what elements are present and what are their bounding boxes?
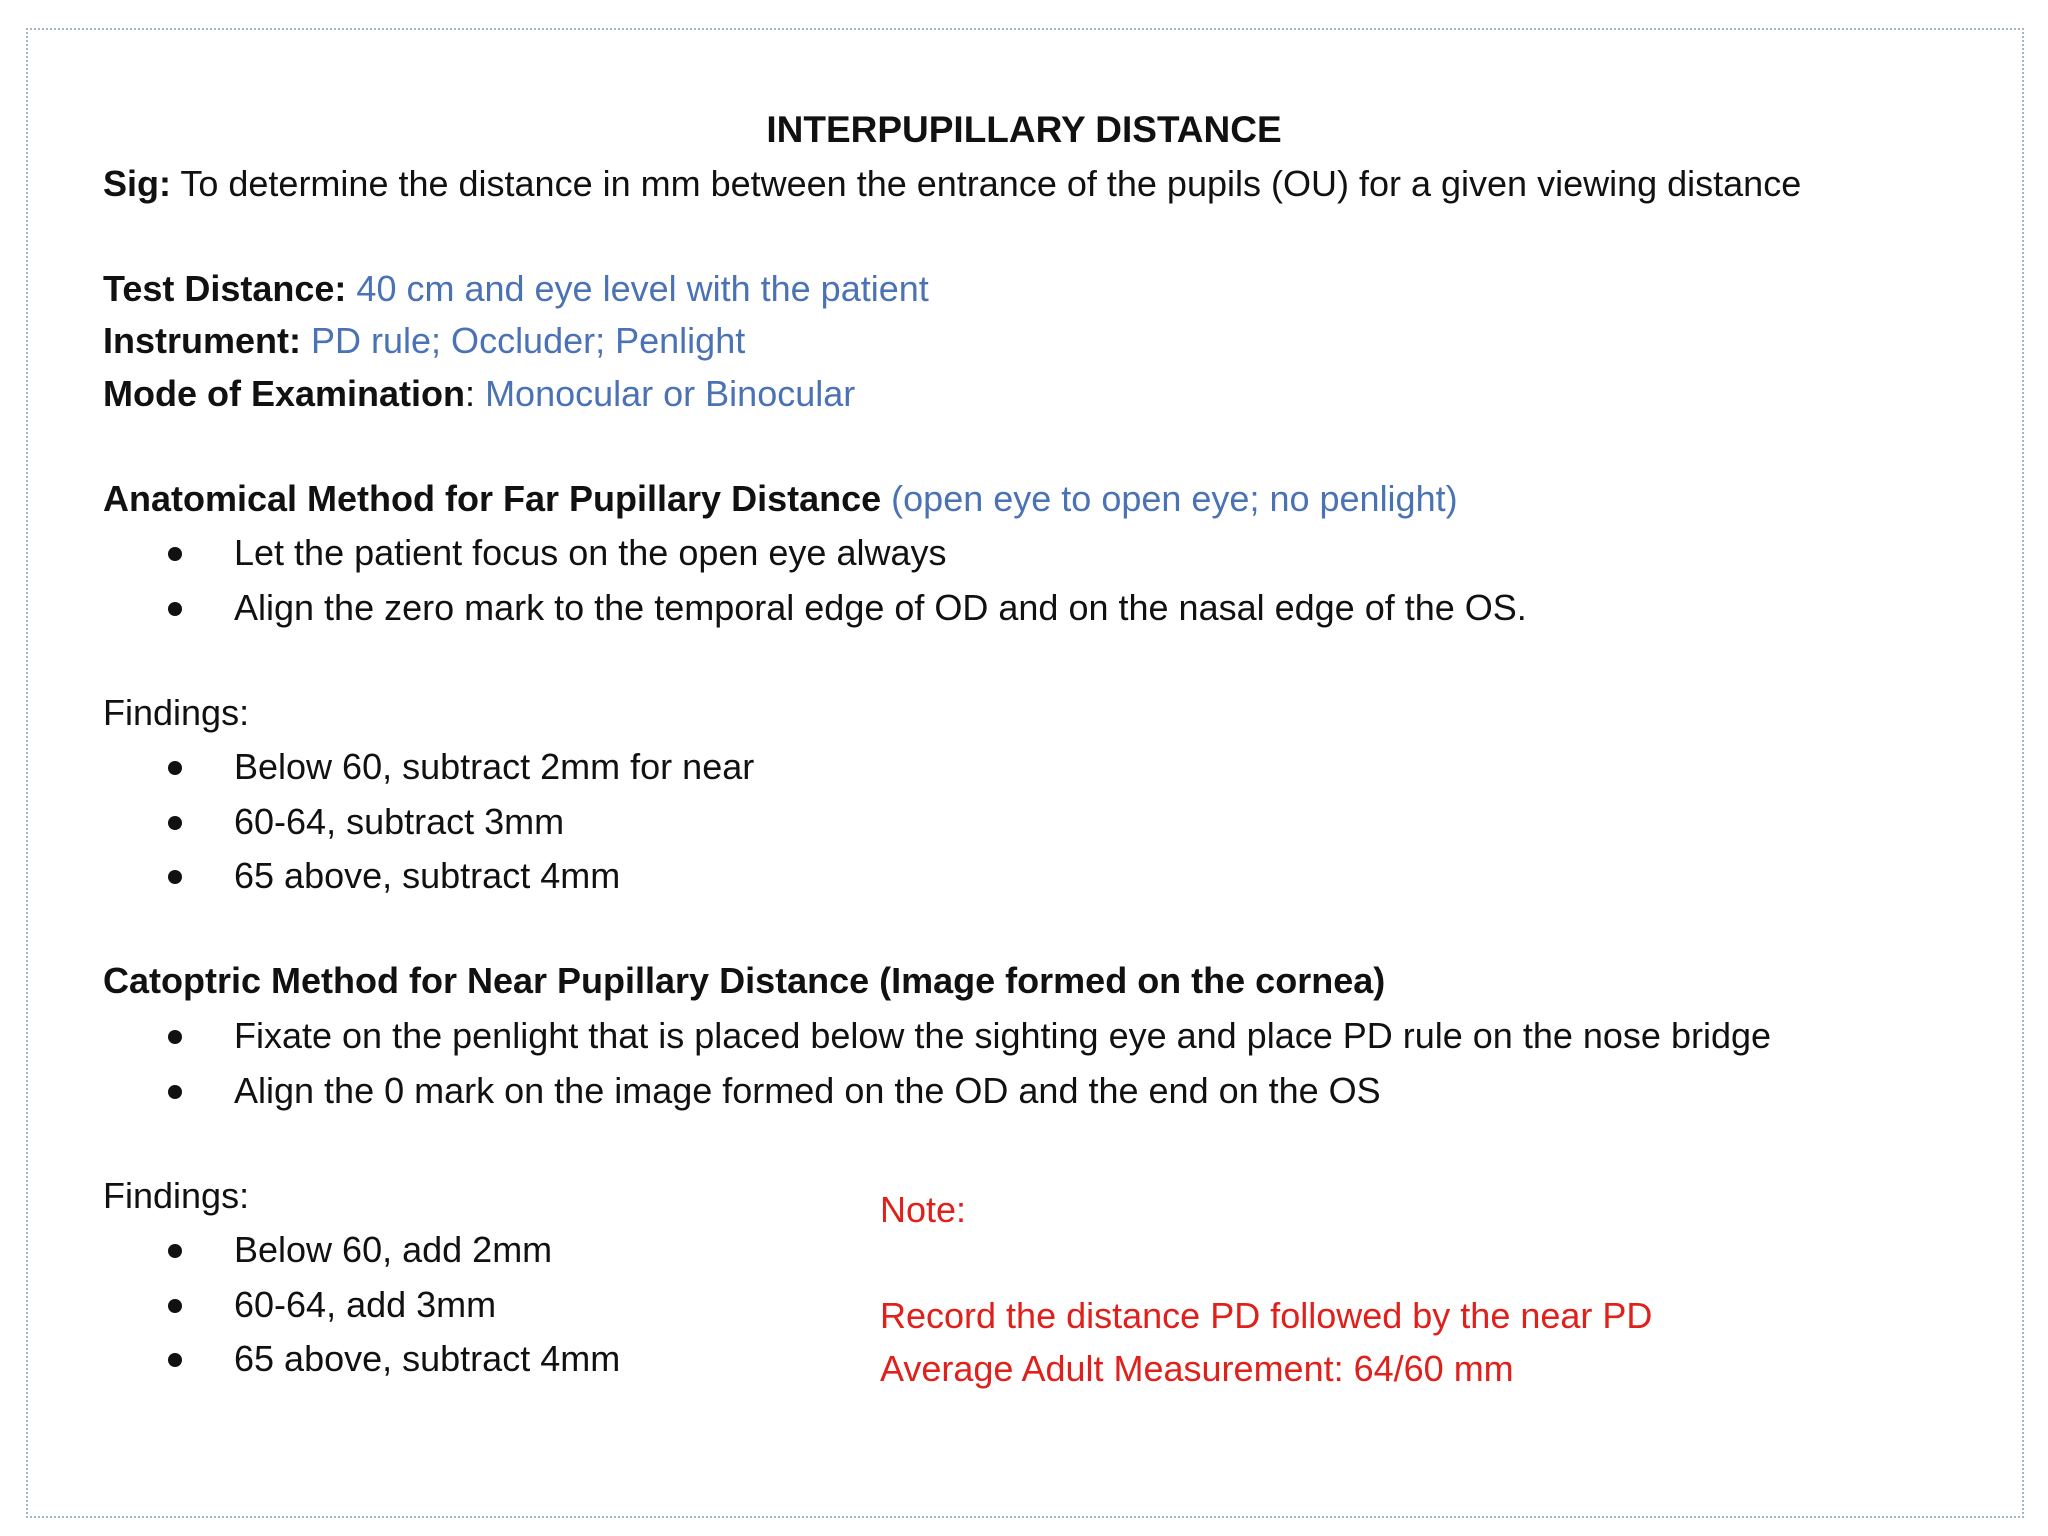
list-item-text: Fixate on the penlight that is placed below the sighting eye and place PD rule on the nose bridge xyxy=(234,1015,1772,1056)
instrument-label: Instrument: xyxy=(103,320,301,361)
document-title: INTERPUPILLARY DISTANCE xyxy=(766,109,1282,150)
note-label: Note: xyxy=(880,1189,967,1230)
findings-label: Findings: xyxy=(103,1175,250,1216)
catoptric-heading: Catoptric Method for Near Pupillary Distance (Image formed on the cornea) xyxy=(103,960,1386,1001)
anatomical-heading: Anatomical Method for Far Pupillary Distance xyxy=(103,478,882,519)
list-item-text: 60-64, add 3mm xyxy=(234,1284,497,1325)
bullet-icon xyxy=(168,1030,182,1044)
list-item-text: Let the patient focus on the open eye always xyxy=(234,532,947,573)
instrument-value: PD rule; Occluder; Penlight xyxy=(311,320,746,361)
bullet-icon xyxy=(168,870,182,884)
mode-colon: : xyxy=(465,373,476,414)
findings-label: Findings: xyxy=(103,692,250,733)
note-line: Record the distance PD followed by the near PD xyxy=(880,1295,1653,1336)
bullet-icon xyxy=(168,1244,182,1258)
list-item-text: 60-64, subtract 3mm xyxy=(234,801,565,842)
note-line: Average Adult Measurement: 64/60 mm xyxy=(880,1348,1514,1389)
bullet-icon xyxy=(168,816,182,830)
test-distance-value: 40 cm and eye level with the patient xyxy=(356,268,929,309)
list-item-text: Align the 0 mark on the image formed on the OD and the end on the OS xyxy=(234,1070,1381,1111)
instrument-line xyxy=(103,315,745,367)
mode-line xyxy=(103,368,855,420)
list-item-text: Align the zero mark to the temporal edge of OD and on the nasal edge of the OS. xyxy=(234,587,1527,628)
bullet-icon xyxy=(168,761,182,775)
list-item-text: 65 above, subtract 4mm xyxy=(234,855,621,896)
bullet-icon xyxy=(168,1299,182,1313)
test-distance-label: Test Distance: xyxy=(103,268,347,309)
list-item-text: 65 above, subtract 4mm xyxy=(234,1338,621,1379)
anatomical-note: (open eye to open eye; no penlight) xyxy=(891,478,1458,519)
bullet-icon xyxy=(168,1085,182,1099)
bullet-icon xyxy=(168,602,182,616)
mode-label: Mode of Examination xyxy=(103,373,466,414)
bullet-icon xyxy=(168,1353,182,1367)
anatomical-heading-line xyxy=(103,473,1458,525)
sig-text: To determine the distance in mm between the entrance of the pupils (OU) for a given viewing distance xyxy=(171,163,1802,204)
bullet-icon xyxy=(168,547,182,561)
sig-label: Sig: xyxy=(103,163,171,204)
list-item-text: Below 60, subtract 2mm for near xyxy=(234,746,755,787)
sig-line xyxy=(103,158,1801,210)
mode-value: Monocular or Binocular xyxy=(485,373,856,414)
list-item-text: Below 60, add 2mm xyxy=(234,1229,553,1270)
test-distance-line xyxy=(103,263,929,315)
